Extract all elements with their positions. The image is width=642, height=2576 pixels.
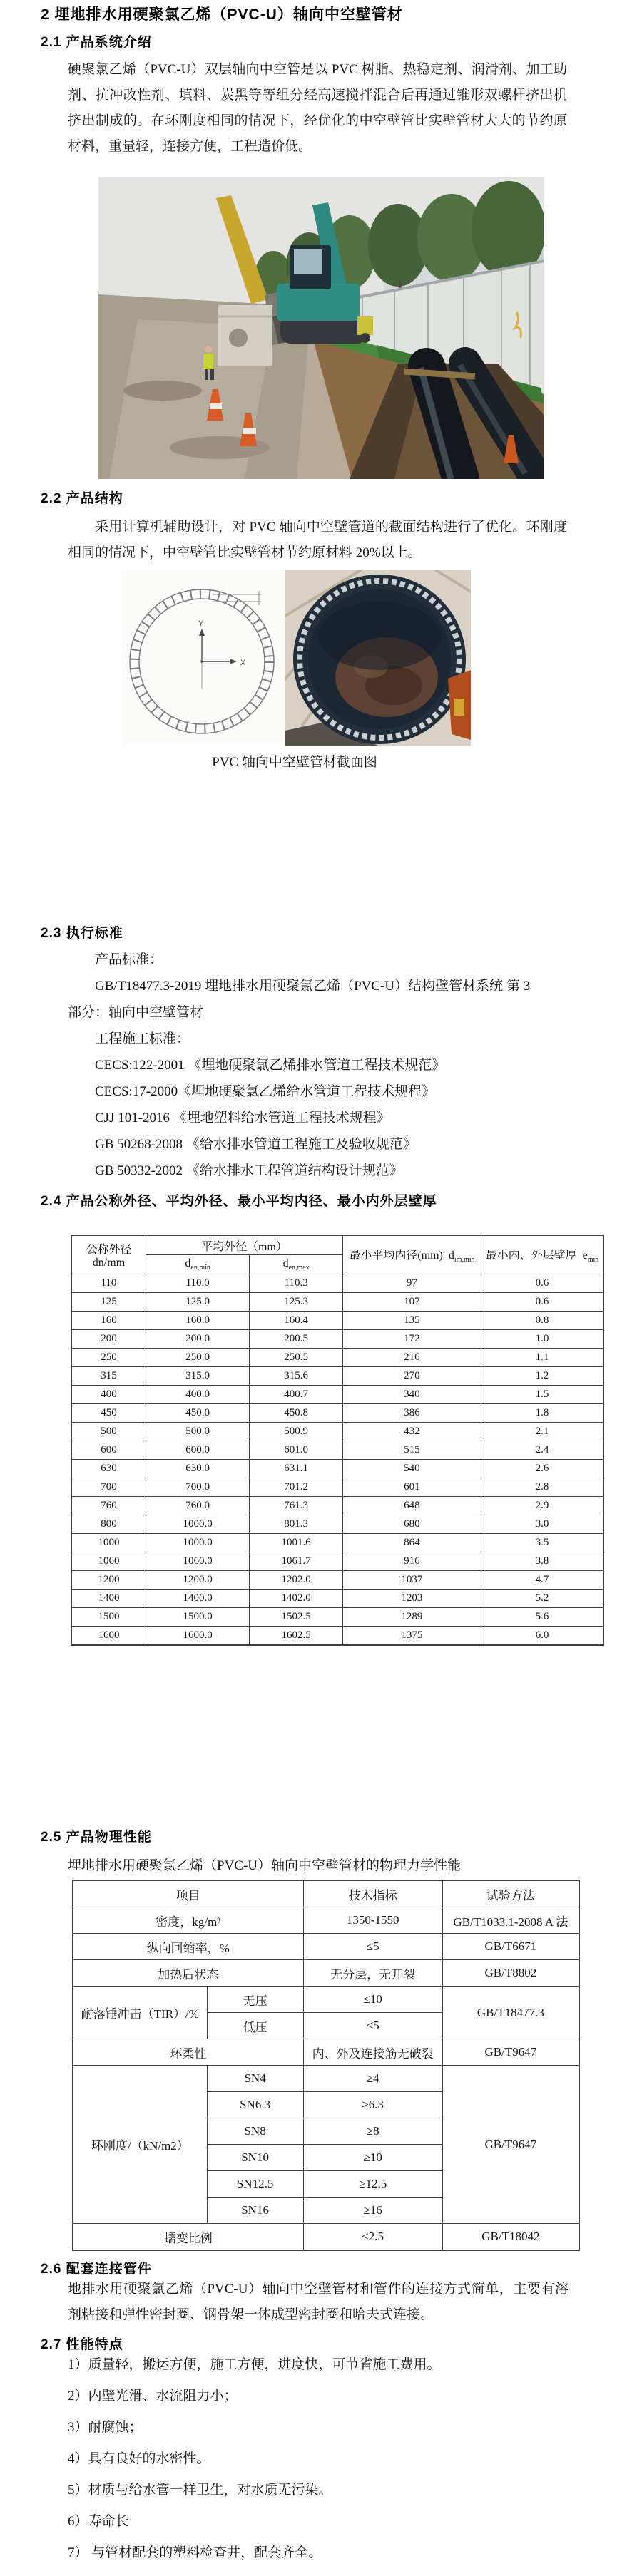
dimension-table-cell: 110 bbox=[71, 1274, 146, 1293]
physical-table-cell: ≤5 bbox=[303, 2013, 442, 2039]
dimension-table-cell: 160.0 bbox=[146, 1312, 249, 1330]
heading-2-1: 2.1 产品系统介绍 bbox=[41, 35, 152, 50]
dimension-table-cell: 2.6 bbox=[481, 1460, 603, 1478]
feature-item: 7） 与管材配套的塑料检查井，配套齐全。 bbox=[68, 2545, 322, 2560]
physical-table-row bbox=[73, 1960, 579, 1987]
dimension-table-cell: 125.3 bbox=[250, 1293, 343, 1312]
dimension-table-cell: 450.0 bbox=[146, 1404, 249, 1423]
standard-line: CECS:17-2000《埋地硬聚氯乙烯给水管道工程技术规程》 bbox=[95, 1084, 436, 1099]
dimension-table-cell: 216 bbox=[342, 1349, 481, 1367]
dimension-table-cell: 600.0 bbox=[146, 1441, 249, 1460]
standard-line: CJJ 101-2016 《埋地塑料给水管道工程技术规程》 bbox=[95, 1111, 390, 1125]
dimension-table-cell: 1289 bbox=[342, 1608, 481, 1627]
paragraph-2-2: 采用计算机辅助设计，对 PVC 轴向中空壁管道的截面结构进行了优化。环刚度相同的情况下，中空壁管比实壁管材节约原材料 20%以上。 bbox=[68, 520, 567, 560]
dimension-table-cell: 500 bbox=[71, 1423, 146, 1441]
dimension-table-cell: 160.4 bbox=[250, 1312, 343, 1330]
dimension-table-cell: 1.5 bbox=[481, 1386, 603, 1404]
dimension-table-wrap bbox=[71, 1235, 604, 1646]
dimension-table-row bbox=[71, 1497, 603, 1515]
physical-table-cell: GB/T1033.1-2008 A 法 bbox=[442, 1907, 579, 1934]
physical-table-cell: ≤5 bbox=[303, 1934, 442, 1960]
dimension-table-row bbox=[71, 1590, 603, 1608]
dimension-table-cell: 0.6 bbox=[481, 1293, 603, 1312]
dimension-table-row bbox=[71, 1571, 603, 1590]
dimension-table-header-row bbox=[71, 1235, 603, 1255]
dimension-table-row bbox=[71, 1608, 603, 1627]
col-spec: 技术指标 bbox=[303, 1880, 442, 1907]
dimension-table-cell: 761.3 bbox=[250, 1497, 343, 1515]
dimension-table-cell: 250.0 bbox=[146, 1349, 249, 1367]
dimension-table-cell: 700.0 bbox=[146, 1478, 249, 1497]
dimension-table-row bbox=[71, 1441, 603, 1460]
dimension-table-row bbox=[71, 1274, 603, 1293]
dimension-table-cell: 701.2 bbox=[250, 1478, 343, 1497]
physical-table-cell: ≥12.5 bbox=[303, 2171, 442, 2198]
dimension-table-cell: 97 bbox=[342, 1274, 481, 1293]
standard-line: CECS:122-2001 《埋地硬聚氯乙烯排水管道工程技术规范》 bbox=[95, 1058, 446, 1073]
dimension-table-cell: 2.9 bbox=[481, 1497, 603, 1515]
physical-table-cell: ≥4 bbox=[303, 2066, 442, 2092]
physical-table-cell: SN8 bbox=[207, 2118, 303, 2145]
col-min-wall-sub: min bbox=[587, 1256, 599, 1264]
col-den-min: $d_{en,min}$ bbox=[146, 1255, 249, 1274]
dimension-table-cell: 1602.5 bbox=[250, 1627, 343, 1646]
physical-table-row bbox=[73, 2039, 579, 2066]
standard-line: GB/T18477.3-2019 埋地排水用硬聚氯乙烯（PVC-U）结构壁管材系统 第 3 bbox=[95, 979, 531, 994]
dimension-table-cell: 1203 bbox=[342, 1590, 481, 1608]
dimension-table-cell: 315.6 bbox=[250, 1367, 343, 1386]
physical-table-cell: 无压 bbox=[207, 1987, 303, 2013]
page-title: 2 埋地排水用硬聚氯乙烯（PVC-U）轴向中空壁管材 bbox=[41, 6, 403, 23]
physical-table-cell: 1350-1550 bbox=[303, 1907, 442, 1934]
dimension-table-cell: 400 bbox=[71, 1386, 146, 1404]
physical-table-row bbox=[73, 1987, 579, 2013]
physical-table-cell: SN16 bbox=[207, 2198, 303, 2224]
dimension-table-row bbox=[71, 1293, 603, 1312]
dimension-table-cell: 200 bbox=[71, 1330, 146, 1349]
physical-table-cell: ≥8 bbox=[303, 2118, 442, 2145]
dimension-table-cell: 110.0 bbox=[146, 1274, 249, 1293]
physical-properties-table bbox=[72, 1880, 580, 2251]
col-min-mean-id-sub: im,min bbox=[454, 1256, 475, 1264]
dimension-table-cell: 450 bbox=[71, 1404, 146, 1423]
dimension-table-cell: 2.1 bbox=[481, 1423, 603, 1441]
dimension-table-cell: 315.0 bbox=[146, 1367, 249, 1386]
dimension-table bbox=[71, 1235, 604, 1646]
col-min-wall-thickness bbox=[481, 1235, 603, 1274]
construction-site-photo bbox=[98, 177, 544, 479]
dimension-table-cell: 1402.0 bbox=[250, 1590, 343, 1608]
physical-table-cell: ≤10 bbox=[303, 1987, 442, 2013]
dimension-table-cell: 1000.0 bbox=[146, 1515, 249, 1534]
dimension-table-row bbox=[71, 1423, 603, 1441]
physical-table-row bbox=[73, 2224, 579, 2251]
dimension-table-cell: 2.8 bbox=[481, 1478, 603, 1497]
dimension-table-cell: 0.8 bbox=[481, 1312, 603, 1330]
dimension-table-cell: 3.5 bbox=[481, 1534, 603, 1552]
standard-line: 部分：轴向中空壁管材 bbox=[68, 1005, 204, 1020]
dimension-table-cell: 515 bbox=[342, 1441, 481, 1460]
dimension-table-cell: 1600.0 bbox=[146, 1627, 249, 1646]
dimension-table-cell: 631.1 bbox=[250, 1460, 343, 1478]
dimension-table-cell: 1.1 bbox=[481, 1349, 603, 1367]
dimension-table-row bbox=[71, 1367, 603, 1386]
dimension-table-cell: 864 bbox=[342, 1534, 481, 1552]
physical-table-row bbox=[73, 1907, 579, 1934]
heading-2-3: 2.3 执行标准 bbox=[41, 926, 123, 941]
physical-table-header-row bbox=[73, 1880, 579, 1907]
col-item: 项目 bbox=[73, 1880, 303, 1907]
physical-table-cell: SN12.5 bbox=[207, 2171, 303, 2198]
physical-table-cell: SN10 bbox=[207, 2145, 303, 2171]
dimension-table-cell: 4.7 bbox=[481, 1571, 603, 1590]
dimension-table-cell: 340 bbox=[342, 1386, 481, 1404]
dimension-table-cell: 1500 bbox=[71, 1608, 146, 1627]
dimension-table-cell: 700 bbox=[71, 1478, 146, 1497]
physical-table-row bbox=[73, 2066, 579, 2092]
features-list bbox=[68, 2349, 581, 2569]
dimension-table-cell: 801.3 bbox=[250, 1515, 343, 1534]
dimension-table-row bbox=[71, 1460, 603, 1478]
dimension-table-cell: 1375 bbox=[342, 1627, 481, 1646]
dimension-table-cell: 1060 bbox=[71, 1552, 146, 1571]
dimension-table-cell: 6.0 bbox=[481, 1627, 603, 1646]
heading-2-5: 2.5 产品物理性能 bbox=[41, 1830, 152, 1845]
dimension-table-cell: 1.0 bbox=[481, 1330, 603, 1349]
dimension-table-cell: 5.2 bbox=[481, 1590, 603, 1608]
physical-table-cell: 环刚度/（kN/m2） bbox=[73, 2066, 207, 2224]
dimension-table-cell: 0.6 bbox=[481, 1274, 603, 1293]
dimension-table-cell: 400.7 bbox=[250, 1386, 343, 1404]
dimension-table-cell: 916 bbox=[342, 1552, 481, 1571]
dimension-table-cell: 500.0 bbox=[146, 1423, 249, 1441]
feature-item: 3）耐腐蚀； bbox=[68, 2420, 143, 2435]
dimension-table-cell: 172 bbox=[342, 1330, 481, 1349]
dimension-table-cell: 110.3 bbox=[250, 1274, 343, 1293]
physical-table-row bbox=[73, 1934, 579, 1960]
dimension-table-cell: 107 bbox=[342, 1293, 481, 1312]
diagram-axis-y-label: Y bbox=[198, 619, 204, 628]
feature-item: 4）具有良好的水密性。 bbox=[68, 2451, 210, 2466]
dimension-table-cell: 1200.0 bbox=[146, 1571, 249, 1590]
dimension-table-cell: 250 bbox=[71, 1349, 146, 1367]
physical-table-cell: GB/T6671 bbox=[442, 1934, 579, 1960]
dimension-table-cell: 1000 bbox=[71, 1534, 146, 1552]
dimension-table-cell: 200.0 bbox=[146, 1330, 249, 1349]
physical-table-cell: 纵向回缩率，% bbox=[73, 1934, 303, 1960]
dimension-table-cell: 1061.7 bbox=[250, 1552, 343, 1571]
physical-table-cell: GB/T9647 bbox=[442, 2039, 579, 2066]
dimension-table-cell: 125.0 bbox=[146, 1293, 249, 1312]
dimension-table-cell: 601.0 bbox=[250, 1441, 343, 1460]
paragraph-2-1: 硬聚氯乙烯（PVC-U）双层轴向中空管是以 PVC 树脂、热稳定剂、润滑剂、加工助剂、抗冲改性剂、填料、炭黑等等组分经高速搅拌混合后再通过锥形双螺杆挤出机挤出制成的。在环刚度相同的情况下，经优化的中空壁管比实壁管材大大的节约原材料，重量轻，连接方便，工程造价低。 bbox=[68, 62, 567, 154]
dimension-table-cell: 540 bbox=[342, 1460, 481, 1478]
dimension-table-cell: 315 bbox=[71, 1367, 146, 1386]
dimension-table-cell: 125 bbox=[71, 1293, 146, 1312]
physical-table-cell: ≥10 bbox=[303, 2145, 442, 2171]
dimension-table-row bbox=[71, 1515, 603, 1534]
feature-item: 1）质量轻，搬运方便，施工方便，进度快，可节省施工费用。 bbox=[68, 2357, 441, 2372]
dimension-table-cell: 160 bbox=[71, 1312, 146, 1330]
physical-table-cell: GB/T9647 bbox=[442, 2066, 579, 2224]
feature-item: 6）寿命长 bbox=[68, 2514, 129, 2529]
dimension-table-cell: 1600 bbox=[71, 1627, 146, 1646]
dimension-table-cell: 1037 bbox=[342, 1571, 481, 1590]
dimension-table-row bbox=[71, 1552, 603, 1571]
dimension-table-cell: 135 bbox=[342, 1312, 481, 1330]
dimension-table-cell: 1060.0 bbox=[146, 1552, 249, 1571]
physical-table-cell: SN6.3 bbox=[207, 2092, 303, 2118]
dimension-table-cell: 432 bbox=[342, 1423, 481, 1441]
col-min-mean-id bbox=[342, 1235, 481, 1274]
dimension-table-cell: 1400 bbox=[71, 1590, 146, 1608]
col-min-wall-text: 最小内、外层壁厚 bbox=[485, 1249, 577, 1262]
dimension-table-cell: 400.0 bbox=[146, 1386, 249, 1404]
figure-caption: PVC 轴向中空壁管材截面图 bbox=[212, 755, 377, 770]
dimension-table-cell: 1502.5 bbox=[250, 1608, 343, 1627]
dimension-table-cell: 450.8 bbox=[250, 1404, 343, 1423]
physical-table-cell: 无分层，无开裂 bbox=[303, 1960, 442, 1987]
feature-item: 2）内壁光滑、水流阻力小； bbox=[68, 2389, 238, 2404]
col-method: 试验方法 bbox=[442, 1880, 579, 1907]
pipe-cross-section-diagram bbox=[121, 570, 285, 746]
dimension-table-cell: 1500.0 bbox=[146, 1608, 249, 1627]
dimension-table-row bbox=[71, 1349, 603, 1367]
physical-table-cell: 环柔性 bbox=[73, 2039, 303, 2066]
construction-photo-illustration bbox=[98, 177, 544, 479]
physical-table-cell: ≥6.3 bbox=[303, 2092, 442, 2118]
dimension-table-cell: 1200 bbox=[71, 1571, 146, 1590]
dimension-table-cell: 1400.0 bbox=[146, 1590, 249, 1608]
standard-line: 工程施工标准： bbox=[95, 1031, 190, 1046]
dimension-table-cell: 601 bbox=[342, 1478, 481, 1497]
heading-2-4: 2.4 产品公称外径、平均外径、最小平均内径、最小内外层壁厚 bbox=[41, 1194, 437, 1209]
dimension-table-row bbox=[71, 1404, 603, 1423]
physical-table-cell: 耐落锤冲击（TIR）/% bbox=[73, 1987, 207, 2039]
physical-table-cell: 内、外及连接筋无破裂 bbox=[303, 2039, 442, 2066]
physical-properties-table-wrap bbox=[72, 1880, 580, 2251]
col-nominal-od-line1: 公称外径 bbox=[86, 1244, 132, 1256]
standard-line: GB 50332-2002 《给水排水工程管道结构设计规范》 bbox=[95, 1163, 403, 1178]
dimension-table-cell: 648 bbox=[342, 1497, 481, 1515]
dimension-table-row bbox=[71, 1478, 603, 1497]
physical-table-cell: GB/T8802 bbox=[442, 1960, 579, 1987]
heading-2-2: 2.2 产品结构 bbox=[41, 491, 123, 506]
col-den-max: $d_{en,max}$ bbox=[250, 1255, 343, 1274]
diagram-axis-x-label: X bbox=[240, 659, 246, 667]
dimension-table-cell: 1202.0 bbox=[250, 1571, 343, 1590]
physical-table-cell: ≤2.5 bbox=[303, 2224, 442, 2251]
dimension-table-row bbox=[71, 1386, 603, 1404]
dimension-table-row bbox=[71, 1312, 603, 1330]
col-nominal-od bbox=[71, 1235, 146, 1274]
physical-table-cell: GB/T18477.3 bbox=[442, 1987, 579, 2039]
pipe-cross-section-photo bbox=[285, 570, 471, 746]
dimension-table-row bbox=[71, 1534, 603, 1552]
dimension-table-cell: 680 bbox=[342, 1515, 481, 1534]
dimension-table-cell: 2.4 bbox=[481, 1441, 603, 1460]
feature-item: 5）材质与给水管一样卫生，对水质无污染。 bbox=[68, 2483, 332, 2498]
standard-line: GB 50268-2008 《给水排水管道工程施工及验收规范》 bbox=[95, 1137, 417, 1152]
dimension-table-cell: 760 bbox=[71, 1497, 146, 1515]
dimension-table-cell: 630.0 bbox=[146, 1460, 249, 1478]
dimension-table-cell: 386 bbox=[342, 1404, 481, 1423]
dimension-table-cell: 200.5 bbox=[250, 1330, 343, 1349]
dimension-table-cell: 5.6 bbox=[481, 1608, 603, 1627]
dimension-table-row bbox=[71, 1330, 603, 1349]
physical-table-cell: 加热后状态 bbox=[73, 1960, 303, 1987]
dimension-table-cell: 500.9 bbox=[250, 1423, 343, 1441]
dimension-table-cell: 1001.6 bbox=[250, 1534, 343, 1552]
cross-section-figures bbox=[121, 570, 471, 746]
dimension-table-cell: 630 bbox=[71, 1460, 146, 1478]
physical-table-cell: SN4 bbox=[207, 2066, 303, 2092]
physical-table-cell: 低压 bbox=[207, 2013, 303, 2039]
dimension-table-cell: 250.5 bbox=[250, 1349, 343, 1367]
standards-list bbox=[68, 947, 581, 1184]
dimension-table-cell: 600 bbox=[71, 1441, 146, 1460]
dimension-table-cell: 1000.0 bbox=[146, 1534, 249, 1552]
dimension-table-cell: 3.0 bbox=[481, 1515, 603, 1534]
paragraph-2-6: 地排水用硬聚氯乙烯（PVC-U）轴向中空壁管材和管件的连接方式简单，主要有溶剂粘接和弹性密封圈、钢骨架一体成型密封圈和哈夫式连接。 bbox=[68, 2282, 569, 2322]
col-min-mean-id-symbol: d bbox=[448, 1249, 454, 1262]
dimension-table-cell: 1.2 bbox=[481, 1367, 603, 1386]
heading-2-6: 2.6 配套连接管件 bbox=[41, 2262, 152, 2277]
dimension-table-cell: 3.8 bbox=[481, 1552, 603, 1571]
col-min-wall-symbol: e bbox=[582, 1249, 588, 1262]
col-group-mean-od: 平均外径（mm） bbox=[146, 1235, 342, 1255]
physical-table-cell: 密度，kg/m³ bbox=[73, 1907, 303, 1934]
physical-properties-intro: 埋地排水用硬聚氯乙烯（PVC-U）轴向中空壁管材的物理力学性能 bbox=[68, 1858, 462, 1873]
physical-table-cell: ≥16 bbox=[303, 2198, 442, 2224]
dimension-table-cell: 1.8 bbox=[481, 1404, 603, 1423]
col-min-mean-id-text: 最小平均内径(mm) bbox=[349, 1249, 443, 1262]
physical-table-cell: GB/T18042 bbox=[442, 2224, 579, 2251]
col-nominal-od-line2: dn/mm bbox=[92, 1257, 126, 1269]
standard-line: 产品标准： bbox=[95, 952, 163, 967]
dimension-table-cell: 760.0 bbox=[146, 1497, 249, 1515]
dimension-table-cell: 270 bbox=[342, 1367, 481, 1386]
dimension-table-cell: 800 bbox=[71, 1515, 146, 1534]
heading-2-7: 2.7 性能特点 bbox=[41, 2337, 123, 2352]
physical-table-cell: 蠕变比例 bbox=[73, 2224, 303, 2251]
dimension-table-row bbox=[71, 1627, 603, 1646]
